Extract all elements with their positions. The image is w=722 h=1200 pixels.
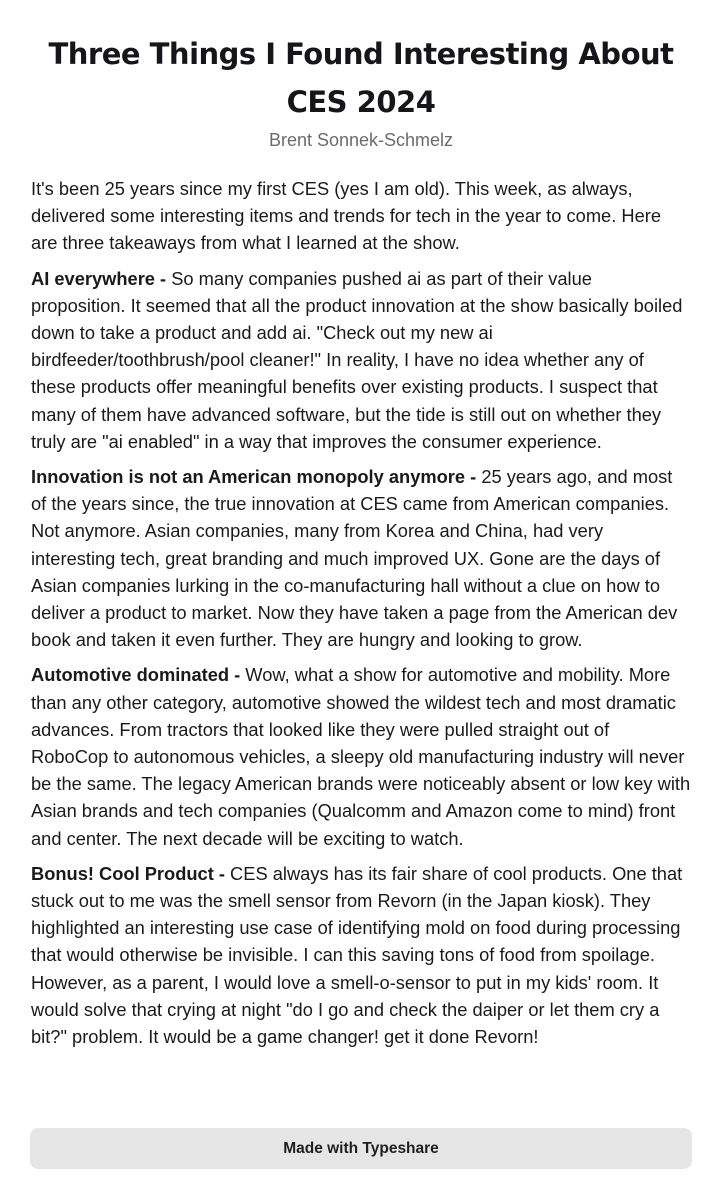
section-ai-everywhere: [31, 265, 691, 455]
section-bonus-product: [31, 860, 691, 1050]
section-heading: AI everywhere -: [31, 267, 172, 289]
article-title: Three Things I Found Interesting About CES 2024: [48, 37, 674, 119]
intro-paragraph: It's been 25 years since my first CES (yes I am old). This week, as always, delivered some interesting items and trends for tech in the year to come. Here are three takeaways from what I learned at the show.: [31, 178, 661, 254]
section-text: CES always has its fair share of cool products. One that stuck out to me was the smell sensor from Revorn (in the Japan kiosk). They highlighted an interesting use case of identifying mold on food during processing that would otherwise be invisible. I can this saving tons of food from spoilage. However, as a parent, I would love a smell-o-sensor to put in my kids' room. It would solve that crying at night "do I go and check the daiper or let them cry a bit?" problem. It would be a game changer! get it done Revorn!: [31, 862, 683, 1048]
section-heading: Innovation is not an American monopoly anymore -: [31, 466, 482, 488]
section-text: Wow, what a show for automotive and mobility. More than any other category, automotive showed the wildest tech and most dramatic advances. From tractors that looked like they were pulled straight out of RoboCop to autonomous vehicles, a sleepy old manufacturing industry will never be the same. The legacy American brands were noticeably absent or low key with Asian brands and tech companies (Qualcomm and Amazon come to mind) front and center. The next decade will be exciting to watch.: [31, 664, 691, 849]
section-heading: Automotive dominated -: [31, 664, 246, 686]
section-text: 25 years ago, and most of the years since, the true innovation at CES came from American companies. Not anymore. Asian companies, many from Korea and China, had very interesting tech, great branding and much improved UX. Gone are the days of Asian companies lurking in the co-manufacturing hall without a clue on how to deliver a product to market. Now they have taken a page from the American dev book and taken it even further. They are hungry and looking to grow.: [31, 466, 678, 651]
section-heading: Bonus! Cool Product -: [31, 862, 231, 884]
made-with-typeshare-button[interactable]: Made with Typeshare: [30, 1128, 692, 1169]
section-innovation: [31, 463, 691, 653]
section-text: So many companies pushed ai as part of their value proposition. It seemed that all the product innovation at the show basically boiled down to take a product and add ai. "Check out my new ai birdfeeder/toothbrush/pool cleaner!" In reality, I have no idea whether any of these products offer meaningful benefits over existing products. I suspect that many of them have advanced software, but the tide is still out on whether they truly are "ai enabled" in a way that improves the consumer experience.: [31, 267, 683, 452]
section-automotive: [31, 661, 691, 851]
article-author: Brent Sonnek-Schmelz: [268, 130, 454, 150]
article-body: [31, 175, 691, 1050]
